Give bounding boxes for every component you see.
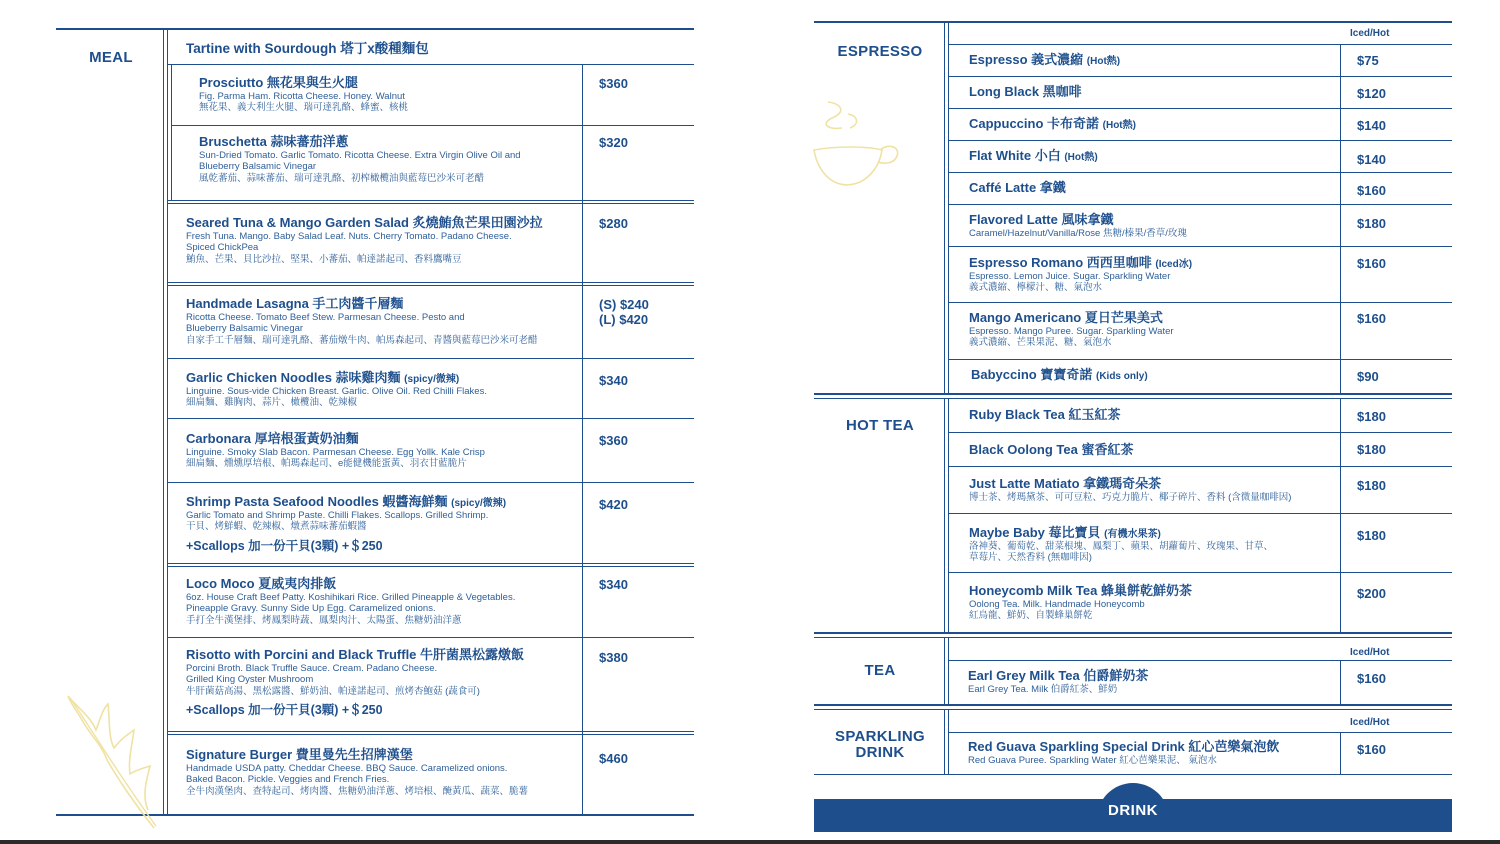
item-desc-zh: 自家手工千層麵、瑞可達乳酪、蕃茄燉牛肉、帕馬森起司、青醬與藍莓巴沙米可老醋 xyxy=(186,334,538,346)
item-name: Prosciutto 無花果與生火腿 xyxy=(199,75,358,90)
row-divider xyxy=(168,64,694,65)
row-divider xyxy=(949,76,1452,77)
item-price: $460 xyxy=(599,751,628,766)
item-desc-zh: 干貝、烤鮮蝦、乾辣椒、燉煮蒜味蕃茄蝦醬 xyxy=(186,521,367,533)
menu-item xyxy=(968,740,1279,766)
item-desc-en: Blueberry Balsamic Vinegar xyxy=(199,161,317,173)
row-divider xyxy=(168,637,694,638)
item-desc-en: Espresso. Mango Puree. Sugar. Sparkling Water xyxy=(969,325,1174,337)
menu-item xyxy=(186,577,581,626)
item-name: Seared Tuna & Mango Garden Salad 炙燒鮪魚芒果田園沙拉 xyxy=(186,215,543,230)
item-name: Bruschetta 蒜味蕃茄洋蔥 xyxy=(199,134,349,149)
iced-hot-note: Iced/Hot xyxy=(1350,647,1390,658)
item-name: Espresso 義式濃縮 xyxy=(969,52,1084,67)
item-price: $280 xyxy=(599,216,628,231)
item-desc: Earl Grey Tea. Milk 伯爵紅茶、鮮奶 xyxy=(968,683,1118,695)
item-name: Shrimp Pasta Seafood Noodles 蝦醬海鮮麵 xyxy=(186,494,448,509)
item-desc-zh: 細扁麵、燻燻厚培根、帕瑪森起司、e能健機能蛋黃、羽衣甘藍脆片 xyxy=(186,458,467,470)
item-desc-zh: 全牛肉漢堡肉、查特起司、烤肉醬、焦糖奶油洋蔥、烤培根、醃黃瓜、蔬菜、脆薯 xyxy=(186,785,529,797)
drink-category-divider xyxy=(948,398,949,632)
menu-item xyxy=(186,495,576,554)
row-divider xyxy=(168,200,694,201)
item-desc: 草莓片、天然香料 (無咖啡因) xyxy=(969,552,1092,564)
item-price: $160 xyxy=(1357,742,1386,757)
item-price-large: (L) $420 xyxy=(599,312,649,327)
drink-price-divider xyxy=(1340,398,1341,632)
item-price: $120 xyxy=(1357,86,1386,101)
row-divider xyxy=(168,358,694,359)
item-tag: (Iced冰) xyxy=(1155,259,1193,270)
item-desc-en: Oolong Tea. Milk. Handmade Honeycomb xyxy=(969,598,1145,610)
item-desc-en: Linguine. Smoky Slab Bacon. Parmesan Cheese. Egg Yollk. Kale Crisp xyxy=(186,446,485,458)
item-desc-zh: 手打全牛漢堡排、烤鳳梨時蔬、鳳梨肉汁、太陽蛋、焦糖奶油洋蔥 xyxy=(186,614,462,626)
menu-item xyxy=(969,53,1120,68)
row-divider xyxy=(168,731,694,732)
menu-item xyxy=(969,477,1291,503)
tea-category-label: TEA xyxy=(864,662,896,679)
drink-category-divider xyxy=(944,637,945,704)
item-desc-en: Sun-Dried Tomato. Garlic Tomato. Ricotta Cheese. Extra Virgin Olive Oil and xyxy=(199,149,521,161)
menu-item xyxy=(969,213,1187,239)
row-divider xyxy=(949,44,1452,45)
item-desc-en: Garlic Tomato and Shrimp Paste. Chilli Flakes. Scallops. Grilled Shrimp. xyxy=(186,509,489,521)
item-add-on: +Scallops 加一份干貝(3顆) +＄250 xyxy=(186,703,383,718)
item-name: Cappuccino 卡布奇諾 xyxy=(969,116,1100,131)
item-tag: (Hot熱) xyxy=(1086,56,1121,67)
item-price: $140 xyxy=(1357,152,1386,167)
item-desc-en: Espresso. Lemon Juice. Sugar. Sparkling Water xyxy=(969,270,1171,282)
drink-category-divider xyxy=(944,21,945,393)
row-divider xyxy=(949,140,1452,141)
leaf-illustration-icon xyxy=(62,690,162,830)
item-price: $180 xyxy=(1357,478,1386,493)
item-price: $160 xyxy=(1357,671,1386,686)
item-desc-en: Linguine. Sous-vide Chicken Breast. Garlic. Olive Oil. Red Chilli Flakes. xyxy=(186,385,487,397)
row-divider xyxy=(949,513,1452,514)
row-divider xyxy=(949,466,1452,467)
item-name: Loco Moco 夏威夷肉排飯 xyxy=(186,576,337,591)
section-rule xyxy=(814,637,1452,638)
item-price: $420 xyxy=(599,497,628,512)
item-desc-en: Grilled King Oyster Mushroom xyxy=(186,674,314,686)
row-divider xyxy=(949,108,1452,109)
item-desc-zh: 紅烏龍、鮮奶、自製蜂巢餅乾 xyxy=(969,610,1093,622)
item-desc-zh: 風乾蕃茄、蒜味蕃茄、瑞可達乳酪、初榨橄欖油與藍莓巴沙米可老醋 xyxy=(199,172,485,184)
section-rule xyxy=(814,704,1452,706)
row-divider xyxy=(168,282,694,283)
iced-hot-note: Iced/Hot xyxy=(1350,717,1390,728)
item-name: Ruby Black Tea 紅玉紅茶 xyxy=(969,407,1121,422)
menu-item xyxy=(969,526,1273,564)
drink-banner-label: DRINK xyxy=(1108,802,1158,819)
item-price: $180 xyxy=(1357,528,1386,543)
drink-category-divider xyxy=(948,709,949,775)
item-name: Maybe Baby 莓比寶貝 xyxy=(969,525,1101,540)
item-tag: (Hot熱) xyxy=(1102,120,1136,131)
menu-item xyxy=(199,135,574,184)
item-desc: Caramel/Hazelnut/Vanilla/Rose 焦糖/榛果/香草/玫瑰 xyxy=(969,227,1187,239)
drink-top-rule xyxy=(814,21,1452,23)
menu-item xyxy=(969,311,1174,349)
item-price-small: (S) $240 xyxy=(599,297,649,312)
item-price: $140 xyxy=(1357,118,1386,133)
sparkling-category-line1: SPARKLING xyxy=(835,728,925,745)
item-price: $360 xyxy=(599,433,628,448)
item-price: $90 xyxy=(1357,369,1379,384)
menu-item xyxy=(969,117,1136,132)
item-tag: (有機水果茶) xyxy=(1104,529,1161,540)
item-desc-zh: 鮪魚、芒果、貝比沙拉、堅果、小蕃茄、帕達諾起司、香料鷹嘴豆 xyxy=(186,253,462,265)
sparkling-category-label xyxy=(818,729,942,761)
menu-item xyxy=(186,748,576,797)
item-price: $380 xyxy=(599,650,628,665)
section-rule xyxy=(814,393,1452,395)
section-rule xyxy=(814,774,1452,775)
row-divider xyxy=(168,563,694,564)
row-divider xyxy=(949,204,1452,205)
item-desc-en: Pineapple Gravy. Sunny Side Up Egg. Caramelized onions. xyxy=(186,603,436,615)
item-price: $75 xyxy=(1357,53,1379,68)
bottom-edge xyxy=(0,840,1500,844)
hot-tea-category-label: HOT TEA xyxy=(846,417,914,434)
item-desc: 洛神葵、葡萄乾、甜菜根塊、鳳梨丁、蘋果、胡蘿蔔片、玫瑰果、甘草、 xyxy=(969,540,1274,552)
row-divider xyxy=(168,482,694,483)
section-rule xyxy=(814,632,1452,634)
item-name: Black Oolong Tea 蜜香紅茶 xyxy=(969,442,1134,457)
menu-item xyxy=(199,76,574,114)
row-divider xyxy=(949,660,1452,661)
menu-item xyxy=(969,181,1066,196)
espresso-category-label: ESPRESSO xyxy=(837,43,923,60)
meal-category-divider xyxy=(167,28,168,816)
row-divider xyxy=(168,418,694,419)
drink-price-divider xyxy=(1340,44,1341,393)
item-price: $160 xyxy=(1357,256,1386,271)
tartine-indent-rule xyxy=(171,64,172,200)
item-name: Handmade Lasagna 手工肉醬千層麵 xyxy=(186,296,404,311)
item-name: Caffé Latte 拿鐵 xyxy=(969,180,1066,195)
drink-price-divider xyxy=(1340,660,1341,704)
item-desc-en: Blueberry Balsamic Vinegar xyxy=(186,323,304,335)
menu-item xyxy=(969,443,1133,458)
row-divider xyxy=(949,246,1452,247)
menu-item xyxy=(186,371,576,409)
item-name: Red Guava Sparkling Special Drink 紅心芭樂氣泡飲 xyxy=(968,739,1280,754)
menu-item xyxy=(186,216,576,265)
item-desc-en: Porcini Broth. Black Truffle Sauce. Cream. Padano Cheese. xyxy=(186,662,438,674)
row-divider xyxy=(949,432,1452,433)
section-rule xyxy=(814,709,1452,710)
item-tag: (spicy/微辣) xyxy=(451,498,507,509)
item-desc-en: Ricotta Cheese. Tomato Beef Stew. Parmesan Cheese. Pesto and xyxy=(186,311,465,323)
item-desc-zh: 牛肝菌菇高湯、黑松露醬、鮮奶油、帕達諾起司、煎烤杏鮑菇 (蔬食可) xyxy=(186,685,480,697)
item-desc-zh: 細扁麵、雞胸肉、蒜片、橄欖油、乾辣椒 xyxy=(186,397,358,409)
row-divider xyxy=(949,302,1452,303)
drink-category-divider xyxy=(944,398,945,632)
item-desc-en: Fresh Tuna. Mango. Baby Salad Leaf. Nuts. Cherry Tomato. Padano Cheese. xyxy=(186,230,512,242)
row-divider xyxy=(949,172,1452,173)
item-name: Honeycomb Milk Tea 蜂巢餅乾鮮奶茶 xyxy=(969,583,1192,598)
row-divider xyxy=(171,125,694,126)
row-divider xyxy=(949,732,1452,733)
menu-item xyxy=(186,297,576,346)
item-desc-en: Spiced ChickPea xyxy=(186,242,259,254)
row-divider xyxy=(949,572,1452,573)
item-desc-zh: 義式濃縮、檸檬汁、糖、氣泡水 xyxy=(969,282,1103,294)
menu-item xyxy=(969,584,1192,622)
drink-category-divider xyxy=(948,637,949,704)
meal-price-divider xyxy=(582,64,583,816)
item-price: $180 xyxy=(1357,409,1386,424)
row-divider xyxy=(949,359,1452,360)
item-name: Flavored Latte 風味拿鐵 xyxy=(969,212,1114,227)
menu-item xyxy=(969,85,1082,100)
meal-category-divider xyxy=(163,28,164,816)
item-name: Babyccino 寶寶奇諾 xyxy=(971,367,1093,382)
item-name: Long Black 黑咖啡 xyxy=(969,84,1082,99)
item-name: Risotto with Porcini and Black Truffle 牛肝菌黑松露燉飯 xyxy=(186,647,525,662)
item-tag: (Hot熱) xyxy=(1064,152,1098,163)
item-price: $160 xyxy=(1357,183,1386,198)
item-desc: 博士茶、烤瑪黛茶、可可豆粒、巧克力脆片、椰子碎片、香料 (含微量咖啡因) xyxy=(969,491,1292,503)
section-rule xyxy=(814,398,1452,399)
menu-item xyxy=(969,408,1120,423)
item-desc-zh: 義式濃縮、芒果果泥、糖、氣泡水 xyxy=(969,337,1112,349)
meal-top-rule xyxy=(56,28,694,30)
item-name: Mango Americano 夏日芒果美式 xyxy=(969,310,1163,325)
menu-item xyxy=(971,368,1148,383)
item-name: Flat White 小白 xyxy=(969,148,1061,163)
item-name: Garlic Chicken Noodles 蒜味雞肉麵 xyxy=(186,370,401,385)
meal-category-label: MEAL xyxy=(89,49,133,66)
menu-item xyxy=(186,648,576,718)
row-divider xyxy=(168,203,694,204)
drink-category-divider xyxy=(944,709,945,775)
item-price: $340 xyxy=(599,577,628,592)
row-divider xyxy=(168,566,694,567)
row-divider xyxy=(168,285,694,286)
item-price: $180 xyxy=(1357,442,1386,457)
item-desc-en: Fig. Parma Ham. Ricotta Cheese. Honey. Walnut xyxy=(199,90,405,102)
iced-hot-note: Iced/Hot xyxy=(1350,28,1390,39)
menu-item xyxy=(968,669,1148,695)
menu-item xyxy=(969,149,1098,164)
item-desc-en: 6oz. House Craft Beef Patty. Koshihikari Rice. Grilled Pineapple & Vegetables. xyxy=(186,591,516,603)
item-name: Espresso Romano 西西里咖啡 xyxy=(969,255,1152,270)
item-price: $340 xyxy=(599,373,628,388)
row-divider xyxy=(168,734,694,735)
item-tag: (Kids only) xyxy=(1095,371,1148,382)
item-price: $160 xyxy=(1357,311,1386,326)
item-name: Signature Burger 費里曼先生招牌漢堡 xyxy=(186,747,413,762)
sparkling-category-line2: DRINK xyxy=(855,743,905,761)
menu-item xyxy=(186,432,576,470)
item-add-on: +Scallops 加一份干貝(3顆) +＄250 xyxy=(186,538,383,553)
item-price: $360 xyxy=(599,76,628,91)
item-price: $180 xyxy=(1357,216,1386,231)
menu-item xyxy=(969,256,1192,294)
item-tag: (spicy/微辣) xyxy=(404,374,460,385)
item-name: Carbonara 厚培根蛋黃奶油麵 xyxy=(186,431,359,446)
item-desc: Red Guava Puree. Sparkling Water 紅心芭樂果泥、 氣泡水 xyxy=(968,754,1217,766)
tartine-section-title: Tartine with Sourdough 塔丁x酸種麵包 xyxy=(186,41,429,56)
coffee-cup-illustration-icon xyxy=(808,98,904,198)
item-name: Just Latte Matiato 拿鐵瑪奇朵茶 xyxy=(969,476,1162,491)
item-price: $200 xyxy=(1357,586,1386,601)
item-desc-zh: 無花果、義大利生火腿、瑞可達乳酪、蜂蜜、核桃 xyxy=(199,102,409,114)
item-name: Earl Grey Milk Tea 伯爵鮮奶茶 xyxy=(968,668,1149,683)
drink-price-divider xyxy=(1340,732,1341,775)
item-desc-en: Handmade USDA patty. Cheddar Cheese. BBQ Sauce. Caramelized onions. xyxy=(186,762,508,774)
item-price: $320 xyxy=(599,135,628,150)
item-desc-en: Baked Bacon. Pickle. Veggies and French Fries. xyxy=(186,774,390,786)
